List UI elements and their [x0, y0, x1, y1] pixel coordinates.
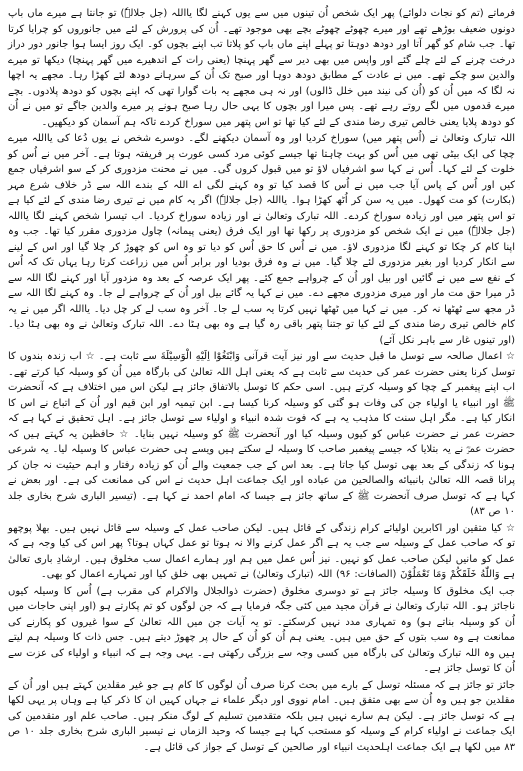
- paragraph-second-and-third-prayer: اللہ تبارک وتعالیٰ نے (اُس پتھر میں) سوراخ کردیا اور وہ آسمان دیکھنے لگے۔ دوسرے شخص نے یوں دُعا کی یااللہ میرے چچا کی ایک بیٹی تھی میں اُس کو بہت چاہتا تھا جیسے کوئی مرد کسی عورت پر فریفتہ ہوتا ہے۔ آخر میں نے اُس کو خلوت کے لئے کہا۔ اُس نے کہا سو اشرفیاں لاؤ تو میں قبول کروں گی۔ میں نے محنت مزدوری کر کے سو اشرفیاں جمع کیں اور اُس کے پاس آیا جب میں نے اُس کا قصد کیا تو وہ کہنے لگی اے اللہ کے بندے اللہ سے ڈر خلاف شرع مہر (بکارت) کو مت کھول۔ میں یہ سن کر اُٹھ کھڑا ہوا۔ یااللہ (جل جلالہٗ) اگر یہ کام میں نے تیری رضا مندی کے لئے کیا ہے تو اس پتھر میں اور زیادہ سوراخ کردے۔ اللہ تبارک وتعالیٰ نے اور زیادہ سوراخ کردیا۔ اب تیسرا شخص کہنے لگا یااللہ (جل جلالہٗ) میں نے ایک شخص کو مزدوری پر رکھا تھا اور ایک فرق (یعنی پیمانہ) چاول مزدوری مقرر کیا تھا۔ جب وہ اپنا کام کر چکا تو کہنے لگا مزدوری لاؤ۔ میں نے اُس کا حق اُس کو دیا تو وہ اس کو چھوڑ کر چلا گیا اور اس کے لینے سے انکار کردیا اور بغیر مزدوری لئے چلا گیا۔ میں نے وہ فرق بودیا اور برابر اُس میں زراعت کرتا رہا یہاں تک کہ اُس کے نفع سے میں نے گائیں اور بیل اور اُن کے چرواہے جمع کئے۔ پھر ایک عرصہ کے بعد وہ مزدور آیا اور کہنے لگا اللہ سے ڈر میرا حق مت مار اور میری مزدوری مجھے دے۔ میں نے کہا یہ گائے بیل اور اُن کے چرواہے لے جا۔ وہ کہنے لگا اللہ سے ڈر مجھ سے ٹھٹھا نہ کر۔ میں نے کہا میں ٹھٹھا نہیں کرتا یہ سب لے جا۔ آخر وہ سب لے کر چل دیا۔ یااللہ اگر میں نے یہ کام خالص تیری رضا مندی کے لئے کیا تو جتنا پتھر باقی رہ گیا ہے وہ بھی ہٹا دے۔ اللہ تبارک وتعالیٰ نے وہ بھی ہٹا دیا۔ (اور تینوں غار سے باہر نکل آئے): [8, 133, 515, 346]
- paragraph-prayer-of-parents: فرماتے (تم کو نجات دلوائے) پھر ایک شخص اُن تینوں میں سے یوں کہنے لگا یااللہ (جل جلالہٗ) تو جانتا ہے میرے ماں باپ دونوں ضعیف بوڑھے تھے اور میرے چھوٹے چھوٹے بچے بھی موجود تھے۔ اُن کی پرورش کے لئے میں جانوروں کو چرایا کرتا تھا۔ جب شام کو گھر آتا اور دودھ دوہتا تو پہلے اپنے ماں باپ کو پلاتا تب اپنے بچوں کو۔ ایک روز ایسا ہوا جانور دور دراز درخت چرنے کے لئے چلے گئے اور واپس میں بھی دیر سے گھر پہنچا (یعنی رات کے اندھیرے میں گھر پہنچا) دیکھا تو میرے والدین سو چکے تھے۔ میں نے عادت کے مطابق دودھ دوہا اور صبح تک اُن کے سرہانے دودھ لئے کھڑا رہا۔ مجھے یہ اچھا نہ لگا کہ میں اُن کو (اُن کی نیند میں خلل ڈالوں) اور نہ ہی مجھے یہ بات گوارا تھی کہ اپنے بچوں کو دودھ پلادوں۔ بچے میرے قدموں میں لگے روتے رہے تھے۔ پس میرا اور بچوں کا یہی حال رہا صبح ہونے پر میرے والدین جاگے تو میں نے اُن کو دودھ پلایا یعنی خالص تیری رضا مندی کے لئے کیا تھا تو اس پتھر میں سوراخ کردے تاکہ ہم آسمان کو دیکھیں۔: [8, 8, 515, 128]
- paragraph-scholars-opinion: جائز تو جائز ہے کہ مسئلہ توسل کے بارے میں بحث کرنا صرف اُن لوگوں کا کام ہے جو غیر مقلدین کہتے ہیں اور اُن کے مقلدین جو ہیں وہ اُن سے بھی متفق ہیں۔ امام نووی اور دیگر علماء نے جہاں کہیں ان کا ذکر کیا ہے وہاں پر یہی لکھا ہے کہ توسل جائز ہے۔ لیکن ہم سارے نہیں ہیں بلکہ متقدمین تسلیم کے لوگ منکر ہیں۔ صاحب علم اور متقدمین کی ایک جماعت نے اولیاء کرام کے وسیلہ کو مستحب کہا ہے جیسا کہ وحید الزماں نے تیسیر الباری شرح بخاری جلد ۱۰ ص ۸۳ میں لکھا ہے ایک جماعت اہلحدیث انبیاء اور صالحین کے توسل کے جواز کی قائل ہے۔: [8, 679, 515, 753]
- paragraph-deeds-and-doers: ☆ کیا متقین اور اکابرین اولیائے کرام زندگی کے قائل ہیں۔ لیکن صاحب عمل کے وسیلہ سے قائل نہیں ہیں۔ بھلا پوچھو تو کہ صاحب عمل کے وسیلہ سے جب یہ ہے اگر عمل کرنے والا نہ ہوتا تو عمل کہاں ہوتا؟ پھر اس کی کیا وجہ ہے کہ عمل کو مانیں لیکن صاحب عمل کو نہیں۔ نیز اُس عمل میں ہم اور ہمارے اعمال سب مخلوق ہیں۔ ارشادِ باری تعالیٰ ہے وَاللّٰهُ خَلَقَكُمْ وَمَا تَعْمَلُوْنَ (الصافات: ۹۶) اللہ (تبارک وتعالیٰ) نے تمہیں بھی خلق کیا اور تمہارے اعمال کو بھی۔: [8, 522, 515, 580]
- paragraph-creation-argument: جب ایک مخلوق کا وسیلہ جائز ہے تو دوسری مخلوق (حضرت ذوالجلال والاکرام کی مقرب ہے) اُس کا وسیلہ کیوں ناجائز ہو۔ اللہ تبارک وتعالیٰ نے قرآن مجید میں کئی جگہ فرمایا ہے کہ جن لوگوں کو تم پکارتے ہو (اور اپنی حاجات میں اُن کو وسیلہ بناتے ہو) وہ تمہاری مدد نہیں کرسکتے۔ تو یہ آیات جن میں اللہ تعالیٰ کے سوا غیروں کو پکارنے کی ممانعت ہے وہ سب بتوں کے حق میں ہیں۔ یعنی ہم اُن کو اُن کے حال پر چھوڑ دیتے ہیں۔ جس ذات کا وسیلہ ہم لیتے ہیں وہ اللہ تبارک وتعالیٰ کی بارگاہ میں کسی وجہ سے بزرگی رکھتی ہے۔ یہی وجہ ہے کہ انبیاء و اولیاء کی عزت سے اُن کا توسل جائز ہے۔: [8, 585, 515, 674]
- paragraph-tawassul-ruling: ☆ اعمال صالحہ سے توسل ما قبل حدیث سے اور نیز آیت قرآنی وَابْتَغُوْا اِلَیْهِ الْوَسِیْلَةَ سے ثابت ہے۔ ☆ اب زندہ بندوں کا توسل کرنا یعنی حضرت عمر کی حدیث سے ثابت ہے کہ یعنی اہل اللہ تعالیٰ کی بارگاہ میں اُن کو وسیلہ کیا کرتے تھے۔ اب اپنے پیغمبر کے چچا کو وسیلہ کرتے ہیں۔ اسی حکم کا توسل بالاتفاق جائز ہے لیکن اس میں اختلاف ہے کہ آنحضرت ﷺ اور انبیاء یا اولیاء جن کی وفات ہو گئی کو وسیلہ کرنا کیسا ہے۔ ابن تیمیہ اور ابن قیم اور اُن کے اتباع نے اس کا انکار کیا ہے۔ مگر اہل سنت کا مذہب یہ ہے کہ فوت شدہ انبیاء و اولیاء سے توسل جائز ہے۔ اہل تحقیق نے کہا ہے کہ حضرت عمر نے حضرت عباس کو کیوں وسیلہ کیا اور آنحضرت ﷺ کو وسیلہ نہیں بنایا۔ ☆ حافظین یہ کہتے ہیں کہ حضرت عمرؓ نے یہ بتلایا کہ جیسے پیغمبر صاحب کا وسیلہ لے سکتے ہیں ویسے ہی حضرت عباس کا وسیلہ لیا۔ یہ شرعی ہونا کہ زندگی کے بعد بھی توسل کیا جاتا ہے۔ بعد اس کے جب جمعیت والے اُن کو زیادہ رفتار و اہم حیثیت نہ جان کر پرانا قصہ اللہ تعالیٰ بانبیائه والصالحین من عباده اور ایک جماعت اہل حدیث نے اس کی ممانعت کی ہے۔ اور بعض نے کہا ہے کہ توسل صرف آنحضرت ﷺ کے ساتھ جائز ہے جیسا کہ امام احمد نے کہا ہے۔ (تیسیر الباری شرح بخاری جلد ۱۰ ص ۸۳): [8, 351, 515, 517]
